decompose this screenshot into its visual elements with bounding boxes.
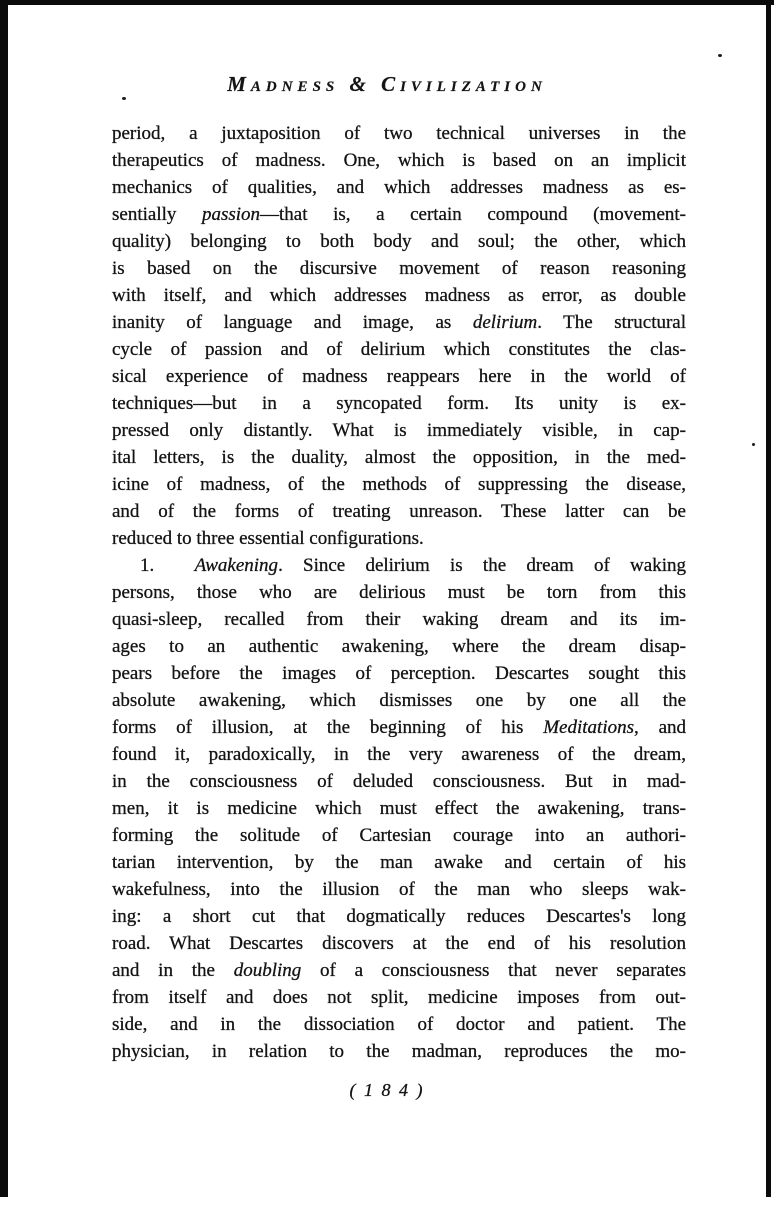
text-segment: of a consciousness that never separates bbox=[301, 960, 686, 981]
text-segment: wakefulness, into the illusion of the man who sleeps wak- bbox=[112, 879, 686, 900]
text-line bbox=[112, 309, 686, 336]
text-segment: tarian intervention, by the man awake and certain of his bbox=[112, 852, 686, 873]
page-body-text bbox=[112, 120, 686, 1065]
text-segment: and of the forms of treating unreason. These latter can be bbox=[112, 501, 686, 522]
text-segment: , and bbox=[634, 717, 686, 738]
text-line bbox=[112, 984, 686, 1011]
text-segment: absolute awakening, which dismisses one by one all the bbox=[112, 690, 686, 711]
text-line bbox=[112, 606, 686, 633]
text-line bbox=[112, 687, 686, 714]
paragraph bbox=[112, 552, 686, 1065]
text-segment: found it, paradoxically, in the very awareness of the dream, bbox=[112, 744, 686, 765]
text-segment: from itself and does not split, medicine imposes from out- bbox=[112, 987, 686, 1008]
italic-text-segment: delirium bbox=[472, 312, 538, 333]
paragraph bbox=[112, 120, 686, 552]
text-line bbox=[112, 1011, 686, 1038]
text-segment: reduced to three essential configurations. bbox=[112, 528, 424, 549]
text-segment: side, and in the dissociation of doctor and patient. The bbox=[112, 1014, 686, 1035]
text-line bbox=[112, 795, 686, 822]
text-segment: therapeutics of madness. One, which is based on an implicit bbox=[112, 150, 686, 171]
text-segment: sical experience of madness reappears here in the world of bbox=[112, 366, 686, 387]
text-segment: physician, in relation to the madman, reproduces the mo- bbox=[112, 1041, 686, 1062]
text-segment: persons, those who are delirious must be torn from this bbox=[112, 582, 686, 603]
text-segment: men, it is medicine which must effect the awakening, trans- bbox=[112, 798, 686, 819]
text-segment: . Since delirium is the dream of waking bbox=[278, 555, 686, 576]
text-segment: cycle of passion and of delirium which constitutes the clas- bbox=[112, 339, 686, 360]
text-line bbox=[112, 363, 686, 390]
text-line bbox=[112, 174, 686, 201]
text-line bbox=[112, 525, 686, 552]
text-line bbox=[112, 147, 686, 174]
italic-text-segment: doubling bbox=[233, 960, 302, 981]
running-header: Madness & Civilization bbox=[227, 72, 547, 96]
text-line bbox=[112, 660, 686, 687]
text-line bbox=[112, 849, 686, 876]
text-line bbox=[112, 957, 686, 984]
text-segment: 1. bbox=[140, 555, 195, 576]
text-segment: inanity of language and image, as bbox=[112, 312, 473, 333]
text-line bbox=[112, 498, 686, 525]
text-segment: road. What Descartes discovers at the end of his resolution bbox=[112, 933, 686, 954]
text-segment: ing: a short cut that dogmatically reduces Descartes's long bbox=[112, 906, 686, 927]
text-line bbox=[112, 336, 686, 363]
text-line bbox=[112, 471, 686, 498]
text-line bbox=[112, 282, 686, 309]
text-line bbox=[112, 768, 686, 795]
text-segment: pears before the images of perception. Descartes sought this bbox=[112, 663, 686, 684]
scan-speck bbox=[718, 54, 722, 57]
text-line bbox=[112, 903, 686, 930]
scan-border-right bbox=[766, 0, 771, 1197]
text-segment: techniques—but in a syncopated form. Its unity is ex- bbox=[112, 393, 686, 414]
text-line bbox=[112, 228, 686, 255]
page-number: ( 1 8 4 ) bbox=[349, 1080, 425, 1100]
text-line bbox=[112, 741, 686, 768]
text-line bbox=[112, 876, 686, 903]
text-segment: quality) belonging to both body and soul; the other, which bbox=[112, 231, 686, 252]
text-segment: forms of illusion, at the beginning of his bbox=[112, 717, 544, 738]
text-segment: quasi-sleep, recalled from their waking dream and its im- bbox=[112, 609, 686, 630]
text-line bbox=[112, 255, 686, 282]
text-segment: is based on the discursive movement of reason reasoning bbox=[112, 258, 686, 279]
text-segment: forming the solitude of Cartesian courage into an authori- bbox=[112, 825, 686, 846]
text-segment: ital letters, is the duality, almost the opposition, in the med- bbox=[112, 447, 686, 468]
italic-text-segment: Awakening bbox=[194, 555, 279, 576]
text-line bbox=[112, 714, 686, 741]
text-segment: icine of madness, of the methods of suppressing the disease, bbox=[112, 474, 686, 495]
italic-text-segment: passion bbox=[201, 204, 261, 225]
text-segment: and in the bbox=[112, 960, 234, 981]
text-line bbox=[112, 552, 686, 579]
text-segment: in the consciousness of deluded consciousness. But in mad- bbox=[112, 771, 686, 792]
text-segment: period, a juxtaposition of two technical universes in the bbox=[112, 123, 686, 144]
scan-speck bbox=[122, 97, 126, 100]
scan-border-left bbox=[0, 0, 8, 1197]
scan-border-top bbox=[0, 0, 774, 5]
text-segment: mechanics of qualities, and which addresses madness as es- bbox=[112, 177, 686, 198]
text-segment: —that is, a certain compound (movement- bbox=[260, 204, 686, 225]
text-line bbox=[112, 390, 686, 417]
text-line bbox=[112, 822, 686, 849]
text-segment: pressed only distantly. What is immediately visible, in cap- bbox=[112, 420, 686, 441]
text-line bbox=[112, 201, 686, 228]
text-line bbox=[112, 444, 686, 471]
text-line bbox=[112, 1038, 686, 1065]
text-segment: . The structural bbox=[537, 312, 687, 333]
text-line bbox=[112, 579, 686, 606]
scan-speck bbox=[752, 443, 755, 446]
text-line bbox=[112, 930, 686, 957]
text-line bbox=[112, 417, 686, 444]
italic-text-segment: Meditations bbox=[543, 717, 635, 738]
text-segment: ages to an authentic awakening, where the dream disap- bbox=[112, 636, 686, 657]
text-segment: sentially bbox=[112, 204, 202, 225]
text-segment: with itself, and which addresses madness as error, as double bbox=[112, 285, 686, 306]
text-line bbox=[112, 120, 686, 147]
text-line bbox=[112, 633, 686, 660]
